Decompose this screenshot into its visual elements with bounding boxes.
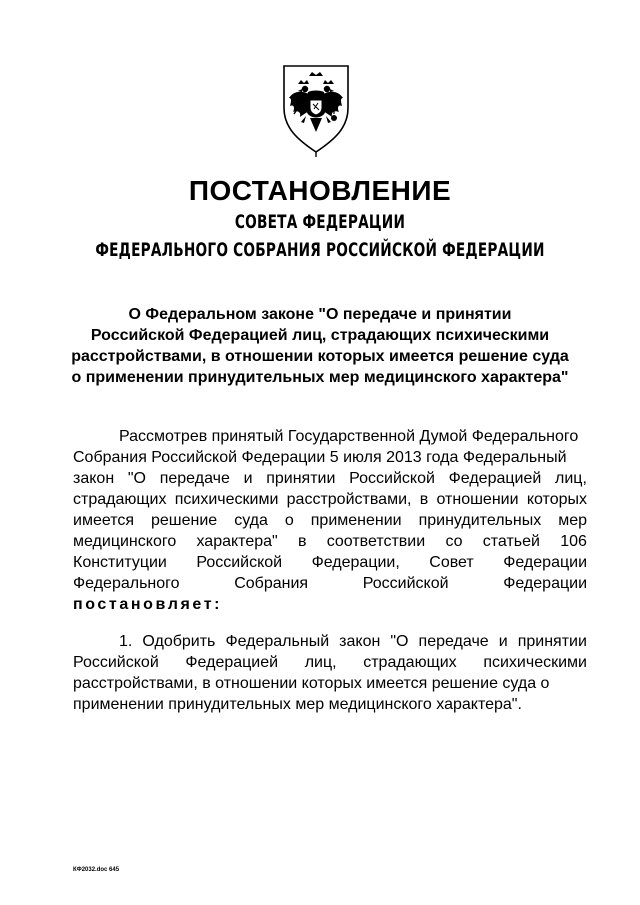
issuer-line-2: ФЕДЕРАЛЬНОГО СОБРАНИЯ РОССИЙСКОЙ ФЕДЕРАЦИИ xyxy=(95,239,545,261)
document-subject xyxy=(60,304,580,388)
word: решение xyxy=(151,512,218,529)
word: Российской xyxy=(349,470,435,487)
word: Федерацией xyxy=(185,654,279,671)
word: которых xyxy=(526,491,587,508)
word: и xyxy=(498,633,508,650)
word: и xyxy=(243,470,253,487)
word: мер xyxy=(558,512,587,529)
word: "О xyxy=(390,633,409,650)
word: Федерального xyxy=(73,575,180,592)
word: в xyxy=(297,533,307,550)
word: психическими xyxy=(483,654,587,671)
word: Федеральный xyxy=(225,633,330,650)
word: принятии xyxy=(266,470,336,487)
word: Федерацией xyxy=(448,470,542,487)
paragraph-line xyxy=(73,468,587,489)
word: Федерации xyxy=(503,575,587,592)
word: статьей xyxy=(482,533,540,550)
paragraph-line xyxy=(73,652,587,673)
paragraph-line xyxy=(73,594,587,615)
word: 106 xyxy=(560,533,587,550)
paragraph-line xyxy=(73,631,587,652)
word: 1. xyxy=(119,633,133,650)
document-title: ПОСТАНОВЛЕНИЕ xyxy=(188,175,452,206)
word: Федерации xyxy=(503,554,587,571)
word: лиц, xyxy=(304,654,337,671)
word: Российской xyxy=(362,575,449,592)
issuer-line-1: СОВЕТА ФЕДЕРАЦИИ xyxy=(234,211,406,233)
word: страдающих xyxy=(363,654,457,671)
word: психическими xyxy=(174,491,279,508)
word: суда xyxy=(234,512,268,529)
word: закон xyxy=(339,633,381,650)
subject-line: О Федеральном законе "О передаче и принятии xyxy=(128,306,512,323)
resolution-item-1 xyxy=(73,631,587,715)
paragraph-line xyxy=(73,510,587,531)
word: Совет xyxy=(429,554,474,571)
word: "О xyxy=(127,470,146,487)
word: имеется xyxy=(73,512,135,529)
paragraph-line xyxy=(73,489,587,510)
paragraph-line xyxy=(73,552,587,573)
word: соответствии xyxy=(326,533,426,550)
word: Российской xyxy=(196,554,283,571)
word: в xyxy=(419,491,429,508)
paragraph-line: Собрания Российской Федерации 5 июля 2013 года Федеральный xyxy=(73,449,567,466)
paragraph-line: Рассмотрев принятый Государственной Думой Федерального xyxy=(119,428,579,445)
word: Федерации, xyxy=(311,554,400,571)
double-headed-eagle-coat-of-arms-icon xyxy=(268,62,364,158)
word: отношении xyxy=(436,491,519,508)
word: расстройствами, xyxy=(286,491,412,508)
word: принудительных xyxy=(418,512,542,529)
preamble-paragraph xyxy=(73,426,587,615)
word: Собрания xyxy=(234,575,309,592)
resolution-keyword: постановляет: xyxy=(73,596,223,613)
word: о xyxy=(284,512,294,529)
paragraph-line xyxy=(73,573,587,594)
word: Конституции xyxy=(73,554,167,571)
subject-line: о применении принудительных мер медицинского характера" xyxy=(71,369,569,386)
document-file-code: КФ2032.doc 645 xyxy=(73,867,120,873)
word: закон xyxy=(73,470,115,487)
subject-line: Российской Федерацией лиц, страдающих психическими xyxy=(90,327,550,344)
word: Российской xyxy=(73,654,159,671)
paragraph-line: применении принудительных мер медицинского характера". xyxy=(73,696,522,713)
paragraph-line xyxy=(73,531,587,552)
subject-line: расстройствами, в отношении которых имеется решение суда xyxy=(71,348,569,365)
word: со xyxy=(445,533,463,550)
word: характера" xyxy=(196,533,278,550)
word: принятии xyxy=(517,633,587,650)
word: передаче xyxy=(418,633,489,650)
word: передаче xyxy=(159,470,230,487)
word: медицинского xyxy=(73,533,177,550)
paragraph-line: расстройствами, в отношении которых имеется решение суда о xyxy=(73,675,550,692)
word: лиц, xyxy=(555,470,587,487)
word: Одобрить xyxy=(142,633,216,650)
word: страдающих xyxy=(73,491,167,508)
word: применении xyxy=(310,512,402,529)
